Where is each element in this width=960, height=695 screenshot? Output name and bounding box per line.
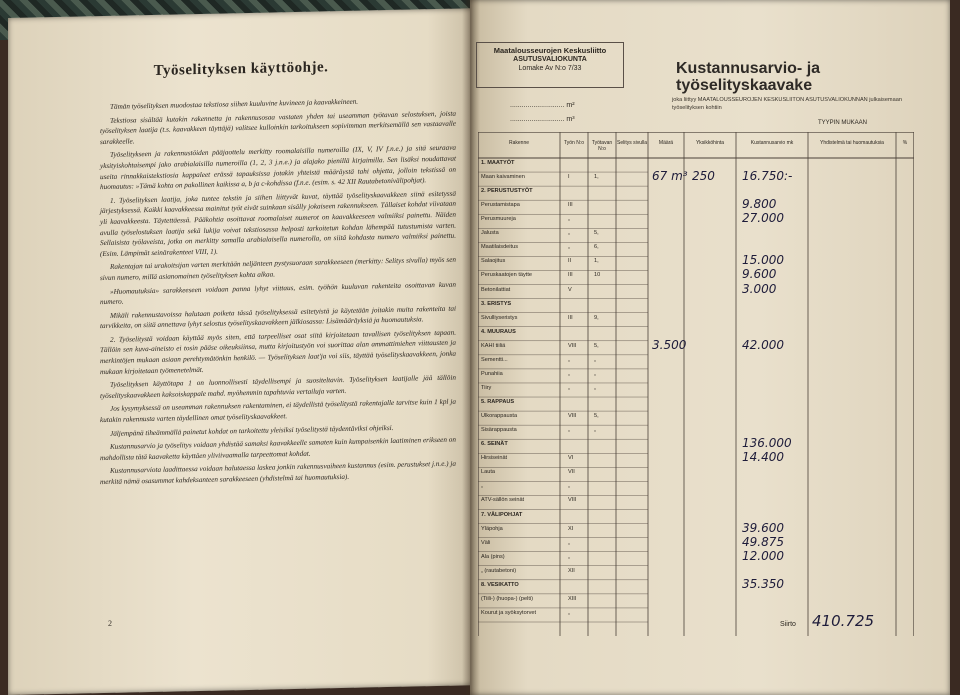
- unit-price-value: 250: [692, 169, 715, 184]
- row-label: Lauta: [481, 469, 495, 476]
- instruction-paragraph: »Huomautuksia» sarakkeeseen voidaan panna lyhyt viittaus, esim. työhön kuuluvan rakenteita osoittavan kuvan numero.: [100, 280, 456, 307]
- row-label: 7. VÄLIPOHJAT: [481, 511, 523, 518]
- row-label: ATV-sällön seinät: [481, 497, 525, 504]
- cost-value: 49.875: [742, 534, 784, 549]
- row-label: 8. VESIKATTO: [481, 581, 519, 588]
- work-number: VII: [568, 469, 575, 476]
- instruction-paragraph: 2. Työselitystä voidaan käyttää myös siten, että tarpeelliset osat siitä kirjoitetaan tavallisen työselityksen tapaan. Tällöin sen kuva-aineisto ei tosin pääse oikeuksiinsa, mutta kirjoitustyön voi suorittaa alan ammattimiehen viittausten ja merkintöjen mukaan asiaan perehtymätönkin henkilö. — Työselityksen laat'ja voi siis, täyttää työselityskaavakkeen, jonka mukaan kirjoitetaan työmenetelmät.: [100, 328, 456, 376]
- work-number: „: [568, 370, 570, 377]
- row-label: Perusmuurejа: [481, 216, 516, 223]
- method-number: 5,: [594, 342, 599, 349]
- work-number: „: [568, 230, 570, 237]
- column-header: Yksikköhinta: [695, 140, 725, 146]
- carry-over-value: 410.725: [812, 612, 875, 630]
- work-number: „: [568, 244, 570, 251]
- method-number: „: [594, 427, 596, 434]
- method-number: 5,: [594, 413, 599, 420]
- work-number: V: [568, 286, 572, 293]
- instruction-paragraph: Jäljempänä tiheämmällä painetut kohdat on tarkoitettu yleisiksi työselitystä täydentäviksi ohjeiksi.: [110, 423, 394, 438]
- instruction-paragraph: Jos kysymyksessä on useamman rakennuksen rakentaminen, ei täydellistä työselitystä rakentajalle tarvitse kuin 1 kpl ja kutakin rakennusta varten täydellinen omat työselityskaavakkeet.: [100, 398, 456, 425]
- work-number: VIII: [568, 342, 577, 349]
- cost-value: 9.600: [742, 267, 777, 282]
- instruction-paragraph: Kustannusarviota laadittaessa voidaan halutaessa laskea jonkin rakennusvaiheen kustannus (esim. perustukset j.n.e.) ja merkitä nämä osasummat kahdeksanteen sarakkeeseen (yhdistelmä tai huomautuksia).: [100, 460, 456, 487]
- instruction-paragraph: Tekstiosa sisältää kutakin rakennetta ja rakennusosaa vastaten yhden tai useamman työtavan selostuksen, joista työselityksen laatija (t.s. kaavakkeen täyttäjä) valitsee kulloinkin tarkoitukseen sopivimman merkitsemällä sen vastaavalle sarakkeelle.: [100, 109, 456, 146]
- row-label: Jalusta: [481, 230, 499, 237]
- cost-value: 27.000: [742, 211, 784, 226]
- row-label: 6. SEINÄT: [481, 441, 508, 448]
- work-number: „: [568, 356, 570, 363]
- method-number: 5,: [594, 230, 599, 237]
- row-label: 3. ERISTYS: [481, 300, 512, 307]
- area-unit: m²: [566, 102, 575, 109]
- row-label: Betonilattiat: [481, 286, 511, 293]
- method-number: „: [594, 384, 596, 391]
- quantity-value: 3.500: [652, 337, 687, 352]
- instruction-paragraph: 1. Työselityksen laatija, joka tuntee tekstin ja siihen liittyvät kuvat, täyttää työselityskaavakkeen siinä esitetyssä järjestyksessä. Kaikki kaavakkeessa mainitut työt eivät suinkaan sisälly jokaiseen rakennukseen. Tällaiset kohdat viivataan yli kaavakkeesta. Täytettäessä. Pääkohtia osoittavat roomalaiset numerot on kaavakkeeseen valmiiksi painettu. Näiden avulla työselostuksen laatija sekä lukija voivat tekstiosassa helposti tarkoitetun kohdan lähempää tutustumista varten. Sellaisista työlaveista, jotka on merkitty samalla arabialaisella numerolla, on siitä kohdasta numero valmiiksi painettu. (Esim. Lämpimät seinärakenteet VIII, 1).: [100, 189, 456, 258]
- work-number: XII: [568, 567, 575, 574]
- cost-value: 3.000: [742, 281, 777, 296]
- column-header: Kustannusarvio mk: [750, 140, 794, 146]
- column-header: Rakenne: [508, 140, 529, 146]
- row-label: Peruskaatojen täytte: [481, 272, 532, 279]
- row-label: Ulkorappausta: [481, 413, 518, 420]
- cost-value: 14.400: [742, 450, 784, 465]
- row-label: Hirsiseinät: [481, 455, 508, 462]
- row-label: „: [481, 483, 483, 490]
- cost-value: 16.750:-: [742, 169, 793, 184]
- row-label: 2. PERUSTUSTYÖT: [481, 188, 533, 195]
- instruction-paragraph: Rakentajan tai urakoitsijan varten merkitään neljänteen pystysuoraan sarakkeeseen (merkitty: Selitys sivulla) myös sen sivun numero, millä asianomainen työselityksen kohta alkaa.: [100, 255, 456, 282]
- left-page-title: Työselityksen käyttöohje.: [153, 59, 329, 79]
- column-header: Työn N:o: [563, 140, 584, 146]
- row-label: Perustamistapa: [481, 202, 520, 209]
- column-header: Yhdistelmä tai huomautuksia: [820, 140, 884, 146]
- instruction-paragraph: Työselitykseen ja rakennustöiden pääjaottelu merkitty roomalaisilla numeroilla (IX, V, IV f.n.e.) ja sitä seuraava yksityiskohtaisempi jako arabialaisilla numeroilla (1, 2, 3 j.n.e.) ja alajako pienillä kirjaimilla. Sen lisäksi noudattavat useita rinnakkaistekstiosia kappaleet erässä tapauksissa jotakin yhteistä määräystä tahi ohjetta, jolloin tekstissä on huomautus: »Tämä kohta on pakollinen kaikissa a, b ja c-kohdissa (f.n.e. (esim. s. 42 XII Rautabetonivälipohjat).: [100, 143, 456, 192]
- instruction-text: [100, 95, 456, 491]
- method-number: „: [594, 356, 596, 363]
- column-header: Selitys sivulla: [616, 140, 647, 146]
- cost-value: 9.800: [742, 197, 777, 212]
- row-label: KAHI tiiliä: [481, 342, 506, 349]
- cost-value: 15.000: [742, 253, 784, 268]
- row-label: (Tiili-) (huopa-) (pelti): [481, 595, 534, 602]
- column-header: Määrä: [658, 140, 674, 146]
- cost-estimate-table: [478, 132, 914, 636]
- row-label: Väli: [481, 539, 491, 546]
- column-header: %: [902, 140, 908, 146]
- stamp-line-1: Maatalousseurojen Keskusliitto: [493, 46, 607, 55]
- method-number: 1,: [594, 258, 599, 265]
- work-number: VIII: [568, 413, 577, 420]
- work-number: VIII: [568, 497, 577, 504]
- volume-field: ............................ m³: [510, 116, 575, 123]
- work-number: „: [568, 609, 570, 616]
- method-number: 1,: [594, 174, 599, 181]
- method-number: 10: [594, 272, 601, 279]
- form-subtitle: joka liittyy MAATALOUSSEUROJEN KESKUSLIITON ASUTUSVALIOKUNNAN julkaisemaan työselityksen kohtiin: [672, 97, 902, 111]
- row-label: 5. RAPPAUS: [481, 399, 515, 406]
- stamp-line-2: ASUTUSVALIOKUNTA: [513, 56, 587, 63]
- work-number: II: [568, 258, 572, 265]
- volume-unit: m³: [566, 116, 575, 123]
- row-label: 1. MAATYÖT: [481, 160, 515, 166]
- work-number: XI: [568, 525, 574, 532]
- carry-over-label: Siirto: [780, 621, 796, 628]
- work-number: III: [568, 314, 573, 321]
- instruction-paragraph: Kustannusarvio ja työselitys voidaan yhdistää samaksi kaavakkeelle samaten kuin kumpaisenkin laatiminen erikseen on mahdollista tätä kaavaketta käyttäen yliviivaamalla tarpeettomat kohdat.: [100, 435, 456, 462]
- row-label: Tiiry: [481, 384, 492, 391]
- publisher-stamp: [476, 42, 624, 88]
- cost-value: 42.000: [742, 337, 784, 352]
- row-label: Sementti...: [481, 356, 508, 363]
- work-number: III: [568, 272, 573, 279]
- type-label: TYYPIN MUKAAN: [818, 120, 868, 126]
- work-number: „: [568, 427, 570, 434]
- form-title: Kustannusarvio- ja työselityskaavake: [676, 60, 821, 94]
- column-header: Työtavan N:o: [591, 140, 613, 152]
- quantity-value: 67 m³: [652, 169, 688, 184]
- instruction-paragraph: Tämän työselityksen muodostaa tekstiosa siihen kuuluvine kuvineen ja kaavakkeineen.: [110, 97, 359, 111]
- work-number: „: [568, 384, 570, 391]
- row-label: Maatilaisdeitus: [481, 244, 518, 251]
- cost-value: 136.000: [742, 436, 792, 451]
- work-number: „: [568, 553, 570, 560]
- method-number: 6,: [594, 244, 599, 251]
- row-label: Kourut ja syöksytorvet: [481, 609, 537, 616]
- instruction-paragraph: Työselityksen käyttötapa 1 on luonnollisesti täydellisempi ja suositeltavin. Työselityksen laatijalle jää tällöin työselityskaavakkeen kaksoiskappale mahd. myöhemmin tapahtuvia vertailuja varten.: [100, 373, 456, 400]
- row-label: „ (rautabetoni): [481, 567, 517, 574]
- cost-value: 39.600: [742, 520, 784, 535]
- row-label: Maan kaivaminen: [481, 174, 525, 181]
- row-label: Sisärappausta: [481, 427, 517, 434]
- cost-value: 12.000: [742, 548, 784, 563]
- work-number: „: [568, 216, 570, 223]
- left-page: [8, 8, 474, 695]
- stamp-line-3: Lomake Av N:o 7/33: [518, 65, 582, 72]
- row-label: Sivulliyseristys: [481, 314, 518, 321]
- method-number: 9,: [594, 314, 599, 321]
- work-number: XIII: [568, 595, 577, 602]
- row-label: Salaojitus: [481, 258, 506, 265]
- area-field: ............................ m²: [510, 102, 575, 109]
- row-label: Punahiia: [481, 370, 503, 377]
- method-number: „: [594, 370, 596, 377]
- row-label: Yläpohja: [481, 525, 503, 532]
- work-number: III: [568, 202, 573, 209]
- row-label: Ala (pins): [481, 553, 505, 560]
- work-number: I: [568, 174, 570, 181]
- work-number: VI: [568, 455, 574, 462]
- table-grid: [478, 132, 914, 636]
- page-number: 2: [108, 618, 112, 628]
- work-number: „: [568, 483, 570, 490]
- row-label: 4. MUURAUS: [481, 328, 516, 335]
- cost-value: 35.350: [742, 576, 784, 591]
- work-number: „: [568, 539, 570, 546]
- instruction-paragraph: Mikäli rakennustavoissa halutaan poiketa tässä työselityksessä esitetyistä ja käytetään joitakin muita rakenteita tai tarvikkeita, on siitä annettava lyhyt selostus työselityskaavakkeen jälkiosassa: Lisämääräyksiä ja huomautuksia.: [100, 304, 456, 331]
